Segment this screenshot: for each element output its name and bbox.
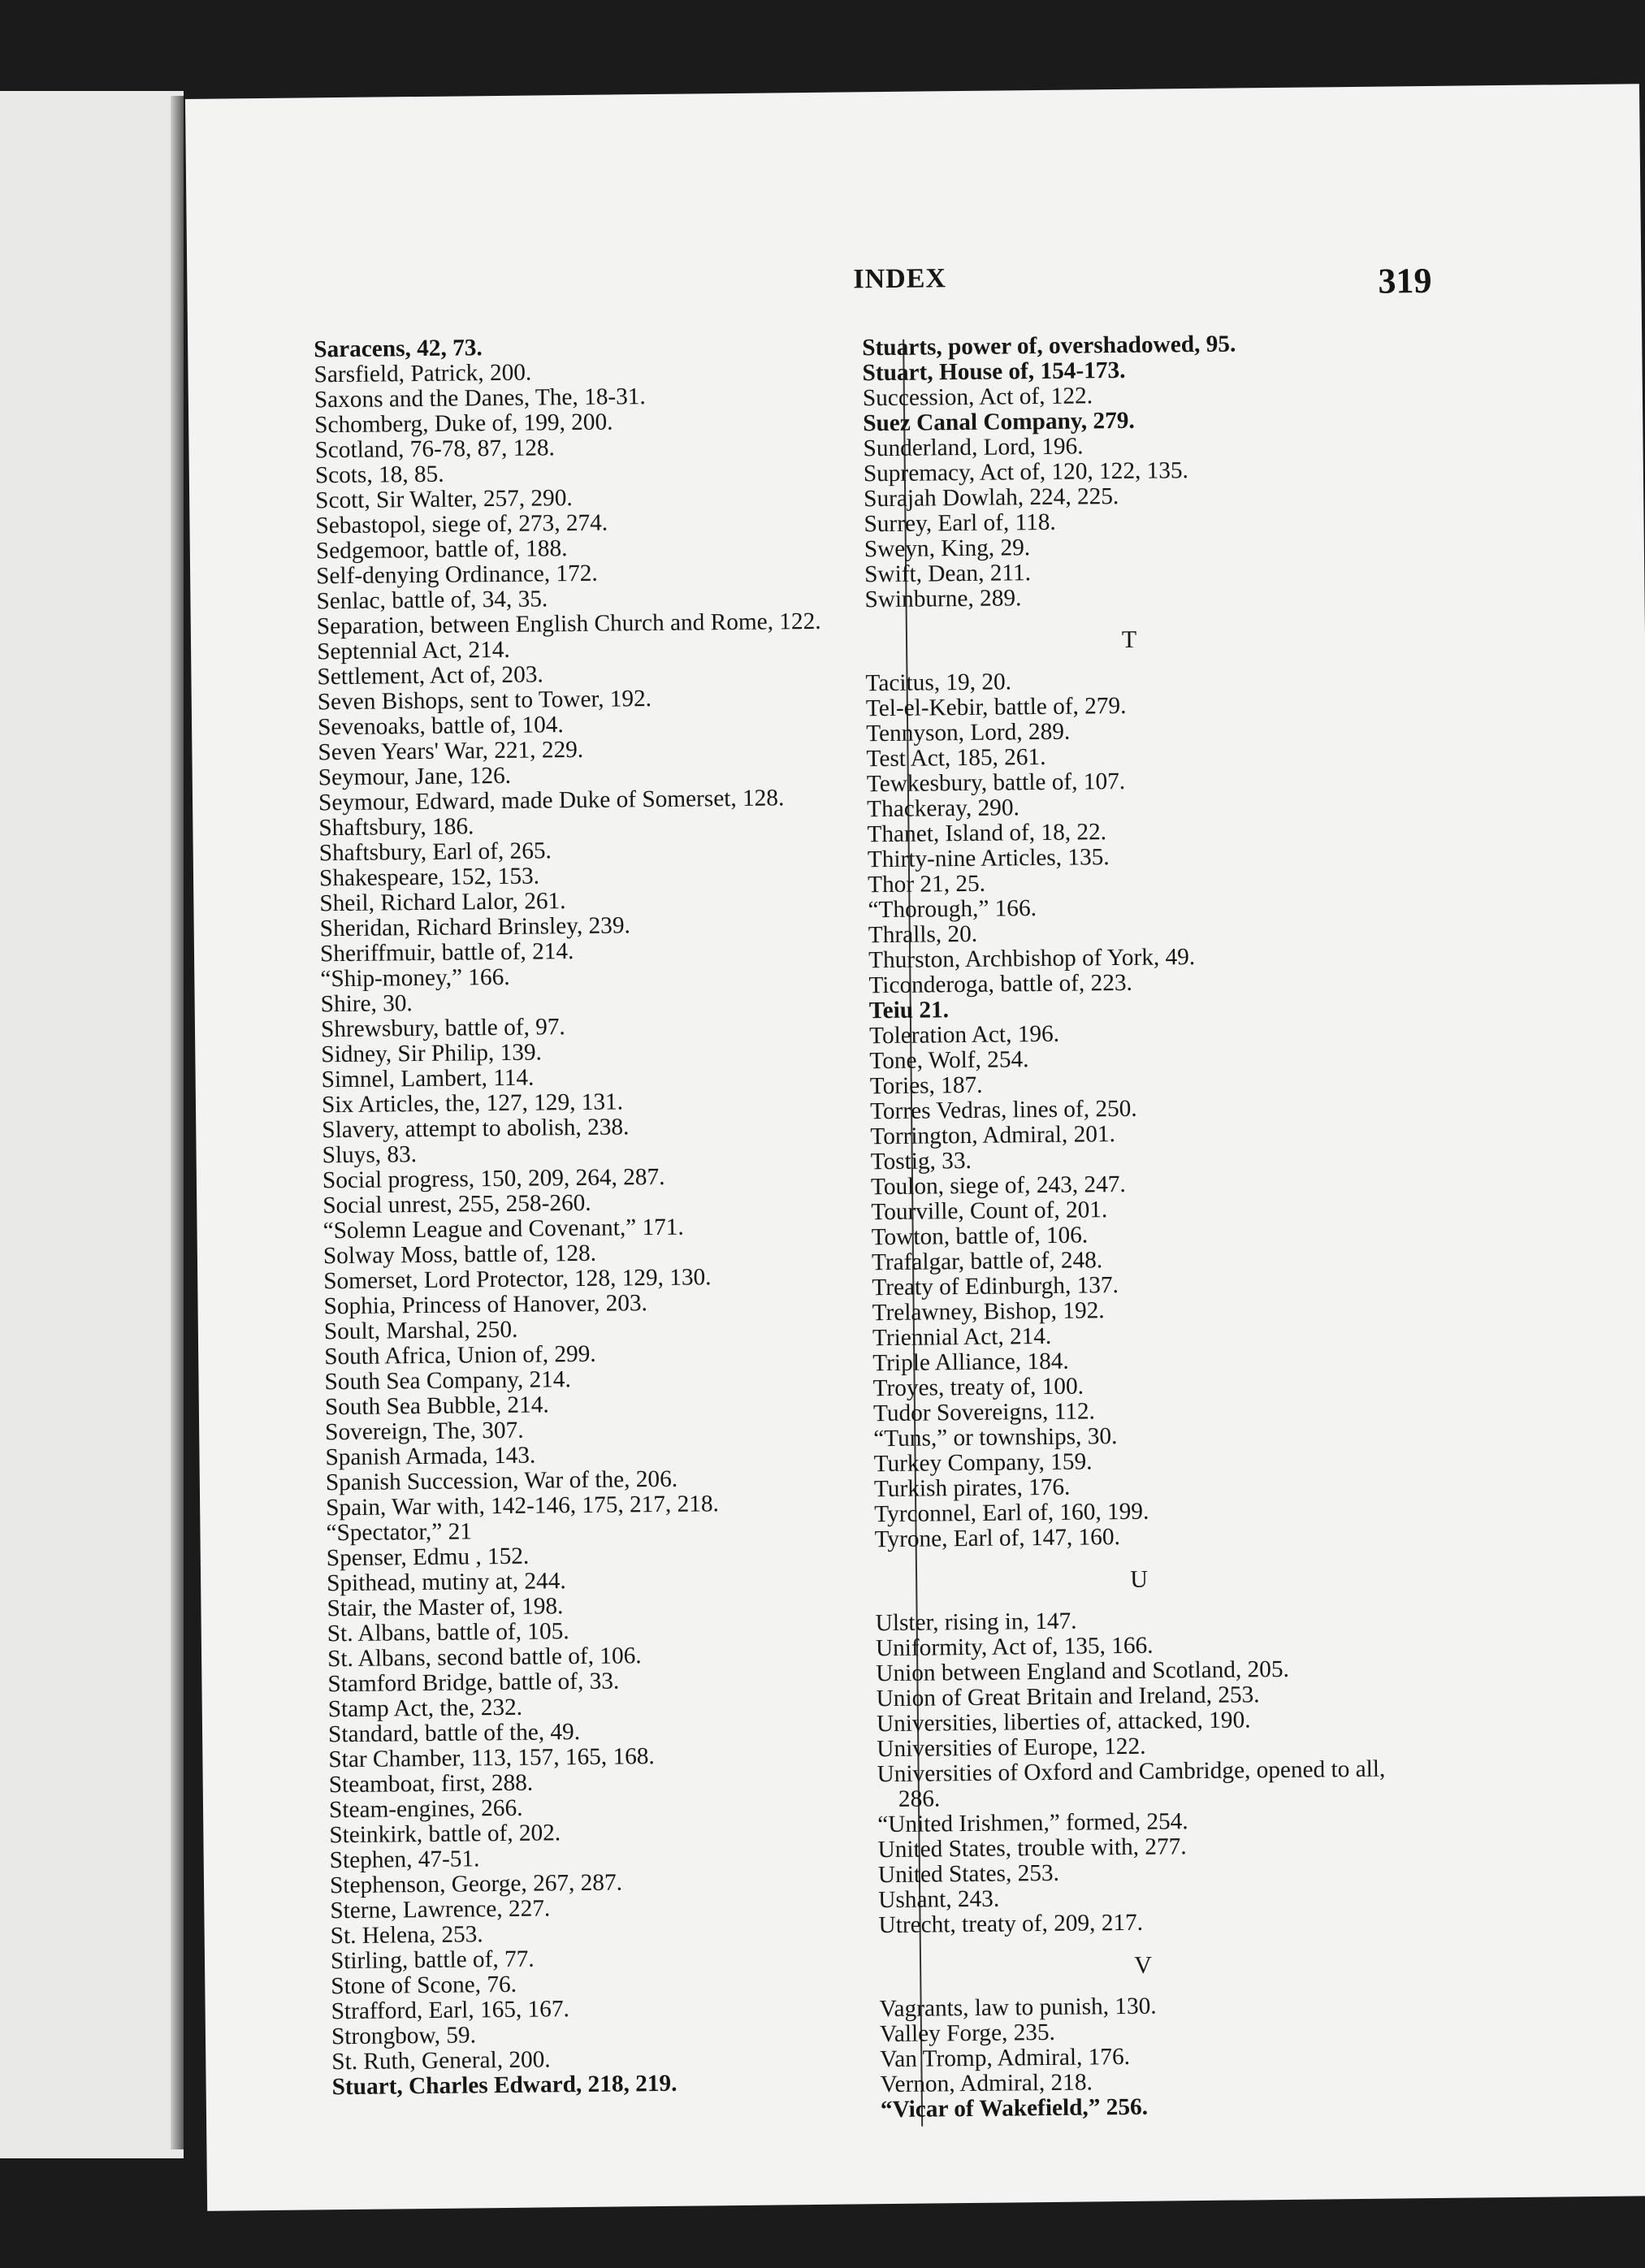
index-entry: “Solemn League and Covenant,” 171. xyxy=(323,1214,684,1244)
index-entry: Tudor Sovereigns, 112. xyxy=(872,1398,1096,1427)
index-entry: Shakespeare, 152, 153. xyxy=(318,863,540,892)
index-entry: Ticonderoga, battle of, 223. xyxy=(868,969,1133,999)
index-entry: Sidney, Sir Philip, 139. xyxy=(321,1039,543,1068)
index-entry: Triennial Act, 214. xyxy=(872,1322,1052,1352)
index-entry: Uniformity, Act of, 135, 166. xyxy=(875,1632,1154,1662)
index-entry: Succession, Act of, 122. xyxy=(862,383,1093,412)
index-entry: Trafalgar, battle of, 248. xyxy=(871,1247,1103,1276)
index-entry: Separation, between English Church and Rome, 122. xyxy=(316,608,821,640)
index-entry: Supremacy, Act of, 120, 122, 135. xyxy=(863,457,1189,487)
index-entry: Slavery, attempt to abolish, 238. xyxy=(322,1114,630,1144)
index-entry: Van Tromp, Admiral, 176. xyxy=(880,2043,1131,2073)
index-entry: Tyrconnel, Earl of, 160, 199. xyxy=(874,1498,1149,1528)
index-entry: Thirty-nine Articles, 135. xyxy=(867,844,1110,873)
index-entry: Torrington, Admiral, 201. xyxy=(870,1121,1116,1150)
index-entry: St. Albans, battle of, 105. xyxy=(327,1618,569,1647)
index-entry: Scots, 18, 85. xyxy=(314,461,444,489)
index-entry: Scotland, 76-78, 87, 128. xyxy=(314,435,556,464)
index-entry: Sheriffmuir, battle of, 214. xyxy=(319,938,574,967)
index-entry: Scott, Sir Walter, 257, 290. xyxy=(315,485,573,514)
index-entry: Strafford, Earl, 165, 167. xyxy=(331,1996,570,2025)
page-number: 319 xyxy=(1378,260,1432,301)
index-entry: Triple Alliance, 184. xyxy=(872,1348,1069,1377)
index-entry: Tostig, 33. xyxy=(870,1147,972,1175)
index-entry: Treaty of Edinburgh, 137. xyxy=(872,1272,1119,1301)
index-entry: Soult, Marshal, 250. xyxy=(323,1316,518,1345)
index-entry: Schomberg, Duke of, 199, 200. xyxy=(314,409,613,439)
index-entry: Strongbow, 59. xyxy=(331,2022,477,2050)
index-entry: Tacitus, 19, 20. xyxy=(865,669,1012,697)
index-entry: Settlement, Act of, 203. xyxy=(317,661,543,690)
index-entry: Simnel, Lambert, 114. xyxy=(321,1064,535,1093)
index-entry: Sheil, Richard Lalor, 261. xyxy=(319,888,566,917)
index-entry: Tennyson, Lord, 289. xyxy=(866,718,1071,747)
index-entry: Union of Great Britain and Ireland, 253. xyxy=(876,1682,1260,1712)
index-entry: Universities, liberties of, attacked, 190. xyxy=(876,1707,1251,1738)
index-entry: Troyes, treaty of, 100. xyxy=(872,1373,1084,1402)
index-entry: Thralls, 20. xyxy=(868,920,978,949)
index-entry: Sedgemoor, battle of, 188. xyxy=(315,535,568,565)
index-entry: Sweyn, King, 29. xyxy=(864,535,1031,563)
index-entry: Sluys, 83. xyxy=(322,1141,418,1169)
index-entry: Shaftsbury, Earl of, 265. xyxy=(318,838,552,867)
index-entry: Tories, 187. xyxy=(869,1071,983,1100)
index-entry: Sheridan, Richard Brinsley, 239. xyxy=(319,912,631,942)
index-entry: St. Helena, 253. xyxy=(330,1921,483,1950)
index-entry: Towton, battle of, 106. xyxy=(871,1222,1089,1251)
index-entry: Stamp Act, the, 232. xyxy=(327,1694,523,1723)
section-letter: T xyxy=(1121,625,1137,653)
index-entry: Senlac, battle of, 34, 35. xyxy=(316,586,548,615)
index-entry: Septennial Act, 214. xyxy=(316,636,510,665)
index-entry: Thanet, Island of, 18, 22. xyxy=(867,819,1107,848)
index-entry: Trelawney, Bishop, 192. xyxy=(872,1297,1105,1327)
index-column-left xyxy=(314,332,862,2101)
index-entry: Saracens, 42, 73. xyxy=(314,335,483,363)
index-entry: Spanish Succession, War of the, 206. xyxy=(325,1465,678,1496)
index-entry: Teiu 21. xyxy=(868,997,950,1024)
index-entry: Somerset, Lord Protector, 128, 129, 130. xyxy=(323,1264,712,1295)
page-header xyxy=(187,256,1642,320)
index-entry: Sovereign, The, 307. xyxy=(325,1417,524,1446)
index-entry: Turkey Company, 159. xyxy=(873,1448,1093,1478)
index-entry: Surrey, Earl of, 118. xyxy=(864,509,1056,538)
index-entry: Spenser, Edmu , 152. xyxy=(326,1543,530,1572)
index-entry: Steam-engines, 266. xyxy=(328,1794,523,1824)
index-entry: Spain, War with, 142-146, 175, 217, 218. xyxy=(326,1491,720,1521)
index-entry: Steamboat, first, 288. xyxy=(328,1769,534,1798)
index-entry: Utrecht, treaty of, 209, 217. xyxy=(878,1909,1144,1939)
index-entry: Vagrants, law to punish, 130. xyxy=(879,1993,1157,2023)
index-entry: United States, 253. xyxy=(877,1859,1060,1889)
index-entry: Stuarts, power of, overshadowed, 95. xyxy=(862,331,1236,361)
index-column-right xyxy=(862,330,1409,2123)
index-entry: Thor 21, 25. xyxy=(868,870,986,898)
index-entry: Sebastopol, siege of, 273, 274. xyxy=(315,509,608,539)
index-entry: Seven Years' War, 221, 229. xyxy=(318,736,584,766)
index-entry: Tewkesbury, battle of, 107. xyxy=(866,768,1126,798)
index-entry: Six Articles, the, 127, 129, 131. xyxy=(321,1089,624,1119)
index-entry: Swift, Dean, 211. xyxy=(864,560,1032,588)
book-spine-shadow xyxy=(171,96,184,2149)
index-entry: Sophia, Princess of Hanover, 203. xyxy=(323,1290,648,1320)
index-entry: “Ship-money,” 166. xyxy=(320,963,510,993)
index-entry: Steinkirk, battle of, 202. xyxy=(329,1820,561,1849)
page-title: INDEX xyxy=(853,263,947,295)
index-entry: Shrewsbury, battle of, 97. xyxy=(320,1014,565,1043)
index-entry: Tel-el-Kebir, battle of, 279. xyxy=(865,692,1127,722)
index-entry: Universities of Europe, 122. xyxy=(877,1733,1146,1763)
index-entry: “Tuns,” or townships, 30. xyxy=(873,1423,1118,1452)
index-entry: Turkish pirates, 176. xyxy=(873,1474,1071,1503)
index-entry: Ulster, rising in, 147. xyxy=(875,1608,1077,1637)
index-entry: Sunderland, Lord, 196. xyxy=(863,433,1084,462)
index-entry: Toulon, siege of, 243, 247. xyxy=(870,1171,1126,1201)
index-entry: Thurston, Archbishop of York, 49. xyxy=(868,944,1196,974)
index-entry: Stamford Bridge, battle of, 33. xyxy=(327,1668,620,1698)
index-entry: “Thorough,” 166. xyxy=(868,895,1037,924)
index-entry: South Sea Company, 214. xyxy=(324,1366,571,1396)
index-entry: Ushant, 243. xyxy=(878,1885,1000,1914)
index-entry: Test Act, 185, 261. xyxy=(866,743,1046,773)
index-entry: Stair, the Master of, 198. xyxy=(327,1593,564,1622)
index-entry: “Vicar of Wakefield,” 256. xyxy=(880,2093,1149,2123)
index-entry: Saxons and the Danes, The, 18-31. xyxy=(314,383,646,413)
index-entry: Tyrone, Earl of, 147, 160. xyxy=(874,1524,1121,1553)
index-entry: Stirling, battle of, 77. xyxy=(330,1946,535,1975)
index-entry: Suez Canal Company, 279. xyxy=(863,407,1135,437)
index-entry: Union between England and Scotland, 205. xyxy=(876,1656,1290,1687)
index-entry: Thackeray, 290. xyxy=(867,794,1019,823)
section-letter: V xyxy=(1134,1951,1153,1979)
index-entry: Stuart, House of, 154-173. xyxy=(862,357,1126,387)
index-entry: Spanish Armada, 143. xyxy=(325,1442,536,1471)
index-entry: Shire, 30. xyxy=(320,990,413,1018)
index-entry: Toleration Act, 196. xyxy=(868,1020,1060,1050)
index-entry: Vernon, Admiral, 218. xyxy=(880,2069,1093,2098)
index-entry: Self-denying Ordinance, 172. xyxy=(315,560,598,590)
index-entry: Social progress, 150, 209, 264, 287. xyxy=(322,1163,665,1194)
index-page xyxy=(185,84,1645,2211)
index-entry: St. Ruth, General, 200. xyxy=(331,2046,551,2075)
index-entry: United States, trouble with, 277. xyxy=(877,1833,1187,1863)
section-letter: U xyxy=(1130,1565,1149,1593)
index-entry: “United Irishmen,” formed, 254. xyxy=(877,1808,1188,1838)
index-entry: Surajah Dowlah, 224, 225. xyxy=(864,483,1119,513)
index-entry: Stuart, Charles Edward, 218, 219. xyxy=(331,2070,677,2101)
index-entry: Seven Bishops, sent to Tower, 192. xyxy=(317,686,652,716)
index-entry: Stone of Scone, 76. xyxy=(331,1971,517,2000)
index-entry: Seymour, Edward, made Duke of Somerset, 128. xyxy=(318,785,785,816)
index-entry: Universities of Oxford and Cambridge, opened to all, 286. xyxy=(877,1755,1386,1812)
index-entry: South Sea Bubble, 214. xyxy=(324,1392,549,1421)
index-entry: Seymour, Jane, 126. xyxy=(318,762,512,791)
index-entry: Stephen, 47-51. xyxy=(329,1846,480,1874)
index-entry: Valley Forge, 235. xyxy=(879,2019,1056,2048)
index-entry: Shaftsbury, 186. xyxy=(318,813,474,842)
index-entry: Star Chamber, 113, 157, 165, 168. xyxy=(328,1743,655,1773)
index-entry: Tourville, Count of, 201. xyxy=(871,1197,1108,1226)
facing-page xyxy=(0,91,184,2158)
index-entry: Solway Moss, battle of, 128. xyxy=(323,1240,597,1270)
index-entry: “Spectator,” 21 xyxy=(326,1518,473,1547)
index-entry: Standard, battle of the, 49. xyxy=(327,1719,581,1748)
index-entry: Sevenoaks, battle of, 104. xyxy=(317,712,564,741)
index-entry: Stephenson, George, 267, 287. xyxy=(329,1869,623,1899)
index-entry: South Africa, Union of, 299. xyxy=(324,1340,596,1370)
index-entry: Sarsfield, Patrick, 200. xyxy=(314,359,532,388)
index-entry: Spithead, mutiny at, 244. xyxy=(326,1568,566,1597)
index-entry: Social unrest, 255, 258-260. xyxy=(323,1189,591,1219)
index-entry: Swinburne, 289. xyxy=(864,585,1022,613)
index-entry: Torres Vedras, lines of, 250. xyxy=(869,1095,1137,1125)
index-entry: St. Albans, second battle of, 106. xyxy=(327,1643,642,1673)
index-entry: Sterne, Lawrence, 227. xyxy=(330,1895,551,1924)
index-entry: Tone, Wolf, 254. xyxy=(869,1046,1029,1075)
